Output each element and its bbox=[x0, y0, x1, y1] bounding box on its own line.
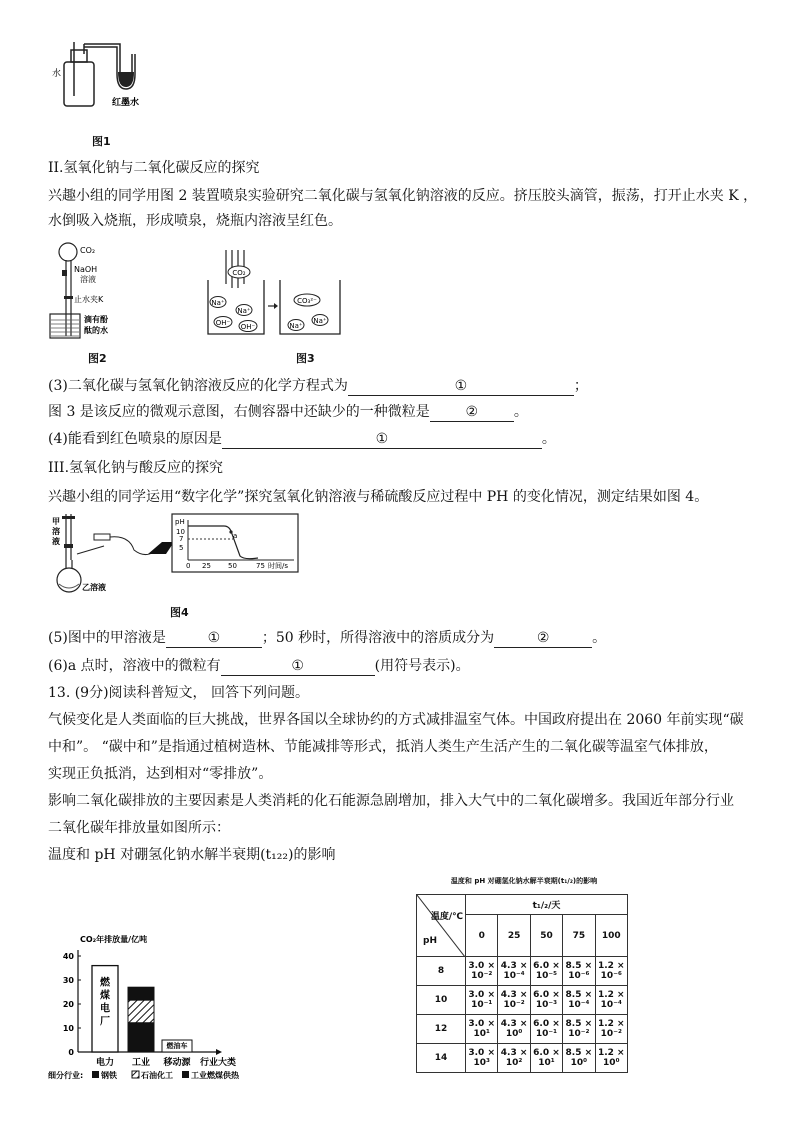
chart-ylabel: CO₂年排放量/亿吨 bbox=[80, 935, 148, 944]
halflife-exp: 10⁰ bbox=[505, 1029, 523, 1039]
halflife-exp: 10¹ bbox=[473, 1029, 490, 1039]
q3b-end: 。 bbox=[513, 404, 528, 420]
q13-para1-line3: 实现正负抵消，达到相对“零排放”。 bbox=[48, 766, 273, 782]
q5-answer-blank-1[interactable]: ① bbox=[166, 630, 262, 648]
fig3-na-1: Na⁺ bbox=[211, 299, 225, 307]
halflife-exp: 10⁰ bbox=[603, 1058, 620, 1068]
fig4-caption: 图4 bbox=[170, 606, 189, 619]
halflife-table bbox=[416, 894, 628, 1073]
section3-heading: III.氢氧化钠与酸反应的探究 bbox=[48, 460, 224, 476]
question-4 bbox=[48, 429, 556, 449]
halflife-cell bbox=[466, 957, 498, 986]
fig3-co2: CO₂ bbox=[232, 269, 246, 277]
figure-2-fountain bbox=[44, 240, 174, 340]
halflife-cell bbox=[498, 957, 530, 986]
q4-end: 。 bbox=[541, 431, 556, 447]
bar-power-label-char: 燃 bbox=[100, 977, 110, 989]
corner-ph: pH bbox=[423, 936, 437, 946]
bar-电力 bbox=[92, 966, 118, 1068]
table-unit-header: t₁/₂/天 bbox=[466, 895, 628, 915]
halflife-coef: 6.0 × bbox=[533, 990, 560, 1000]
halflife-coef: 6.0 × bbox=[533, 1019, 560, 1029]
corner-temp: 温度/℃ bbox=[430, 912, 463, 922]
halflife-coef: 3.0 × bbox=[468, 990, 495, 1000]
fig2-naoh-label: NaOH bbox=[74, 265, 98, 274]
q13-para1-line1: 气候变化是人类面临的巨大挑战，世界各国以全球协约的方式减排温室气体。中国政府提出在 2060 年前实现“碳 bbox=[48, 712, 744, 728]
halflife-cell bbox=[563, 1044, 595, 1073]
halflife-cell bbox=[530, 1015, 562, 1044]
halflife-exp: 10⁻⁵ bbox=[535, 971, 558, 981]
fig3-na-2: Na⁺ bbox=[237, 307, 251, 315]
halflife-cell bbox=[498, 1015, 530, 1044]
fig1-caption: 图1 bbox=[92, 135, 111, 148]
chart-category-label: 工业 bbox=[131, 1058, 151, 1068]
halflife-exp: 10⁻³ bbox=[535, 1000, 558, 1010]
fig2-water-label-2: 酞的水 bbox=[84, 326, 108, 335]
halflife-exp: 10⁻² bbox=[568, 1029, 590, 1039]
fig4-x-unit: 时间/s bbox=[268, 562, 289, 570]
halflife-cell bbox=[563, 1015, 595, 1044]
ph-cell: 12 bbox=[417, 1015, 466, 1044]
q13-para1-line2: 中和”。 “碳中和”是指通过植树造林、节能减排等形式，抵消人类生产生活产生的二氧化碳等温室气体排放， bbox=[48, 739, 718, 755]
fig4-jia-3: 液 bbox=[52, 537, 60, 546]
table-corner bbox=[417, 895, 466, 957]
halflife-exp: 10⁻¹ bbox=[535, 1029, 558, 1039]
chart-ytick-30: 30 bbox=[62, 976, 74, 985]
fig4-ph-label: pH bbox=[175, 518, 185, 526]
chart-ytick-10: 10 bbox=[62, 1024, 74, 1033]
halflife-coef: 1.2 × bbox=[597, 990, 625, 1000]
fig4-ytick-10: 10 bbox=[176, 528, 185, 536]
fig4-xtick-75: 75 bbox=[256, 562, 265, 570]
chart-ytick-20: 20 bbox=[62, 1000, 74, 1009]
halflife-cell bbox=[466, 1044, 498, 1073]
q6-text-1: (6)a 点时，溶液中的微粒有 bbox=[48, 658, 221, 674]
halflife-cell bbox=[498, 986, 530, 1015]
halflife-exp: 10⁻⁶ bbox=[600, 971, 622, 981]
fig2-caption: 图2 bbox=[88, 352, 107, 365]
halflife-cell bbox=[466, 1015, 498, 1044]
temp-header-25: 25 bbox=[498, 915, 530, 957]
q3b-answer-blank[interactable]: ② bbox=[430, 404, 514, 422]
q3-end: ； bbox=[573, 378, 588, 394]
halflife-coef: 3.0 × bbox=[468, 1048, 495, 1058]
q3-answer-blank[interactable]: ① bbox=[348, 378, 574, 396]
section2-heading: II.氢氧化钠与二氧化碳反应的探究 bbox=[48, 160, 260, 176]
halflife-exp: 10⁻² bbox=[471, 971, 493, 981]
q5-end: 。 bbox=[592, 630, 607, 646]
halflife-exp: 10⁻⁶ bbox=[568, 971, 590, 981]
halflife-cell bbox=[595, 957, 627, 986]
table-row bbox=[417, 957, 628, 986]
question-6 bbox=[48, 656, 470, 676]
halflife-cell bbox=[530, 986, 562, 1015]
halflife-coef: 6.0 × bbox=[533, 1048, 560, 1058]
halflife-cell bbox=[498, 1044, 530, 1073]
halflife-coef: 6.0 × bbox=[533, 961, 560, 971]
q6-answer-blank[interactable]: ① bbox=[221, 658, 375, 676]
bar-移动源 bbox=[162, 1040, 192, 1068]
legend-coal-heat: 工业燃煤供热 bbox=[191, 1071, 239, 1080]
bar-mobile-label: 燃油车 bbox=[166, 1042, 188, 1050]
temp-header-50: 50 bbox=[530, 915, 562, 957]
temp-header-75: 75 bbox=[563, 915, 595, 957]
fig3-na-4: Na⁺ bbox=[289, 322, 303, 330]
legend-swatch-steel bbox=[92, 1071, 99, 1078]
halflife-coef: 1.2 × bbox=[597, 961, 625, 971]
halflife-exp: 10⁰ bbox=[570, 1058, 588, 1068]
halflife-coef: 1.2 × bbox=[597, 1048, 625, 1058]
question-3 bbox=[48, 376, 588, 396]
halflife-coef: 8.5 × bbox=[565, 961, 593, 971]
halflife-exp: 10⁻⁴ bbox=[600, 1000, 622, 1010]
temp-header-0: 0 bbox=[466, 915, 498, 957]
halflife-cell bbox=[595, 986, 627, 1015]
halflife-coef: 4.3 × bbox=[500, 1048, 528, 1058]
halflife-exp: 10⁻⁴ bbox=[568, 1000, 590, 1010]
fig4-ytick-7: 7 bbox=[179, 535, 184, 543]
bar-工业 bbox=[128, 987, 154, 1068]
halflife-exp: 10⁻¹ bbox=[471, 1000, 493, 1010]
legend-petro: 石油化工 bbox=[141, 1071, 173, 1080]
legend-steel: 钢铁 bbox=[101, 1071, 117, 1080]
section3-para: 兴趣小组的同学运用“数字化学”探究氢氧化钠溶液与稀硫酸反应过程中 PH 的变化情况，测定结果如图 4。 bbox=[48, 489, 709, 505]
section2-para-2: 水倒吸入烧瓶，形成喷泉，烧瓶内溶液呈红色。 bbox=[48, 213, 342, 229]
temp-header-100: 100 bbox=[595, 915, 627, 957]
halflife-exp: 10⁻² bbox=[503, 1000, 525, 1010]
halflife-exp: 10⁻⁴ bbox=[503, 971, 525, 981]
chart-ytick-0: 0 bbox=[68, 1048, 74, 1057]
q13-title: 13. (9分)阅读科普短文， 回答下列问题。 bbox=[48, 685, 309, 701]
fig3-na-3: Na⁺ bbox=[313, 317, 327, 325]
legend-title: 细分行业: bbox=[48, 1071, 84, 1080]
question-3b bbox=[48, 402, 528, 422]
halflife-cell bbox=[563, 957, 595, 986]
figure-4-ph-setup bbox=[44, 510, 306, 602]
section2-para-1: 兴趣小组的同学用图 2 装置喷泉实验研究二氧化碳与氢氧化钠溶液的反应。挤压胶头滴管，振荡，打开止水夹 K ， bbox=[48, 188, 758, 204]
table-row bbox=[417, 1015, 628, 1044]
fig4-yi-label: 乙溶液 bbox=[82, 583, 106, 592]
q13-para3: 温度和 pH 对硼氢化钠水解半衰期(t₁₂₂)的影响 bbox=[48, 847, 336, 863]
halflife-cell bbox=[563, 986, 595, 1015]
figure-1-apparatus bbox=[44, 34, 154, 114]
q13-para2-line1: 影响二氧化碳排放的主要因素是人类消耗的化石能源急剧增加，排入大气中的二氧化碳增多。我国近年部分行业 bbox=[48, 793, 734, 809]
table-row bbox=[417, 986, 628, 1015]
ph-cell: 14 bbox=[417, 1044, 466, 1073]
halflife-coef: 4.3 × bbox=[500, 990, 528, 1000]
fig2-co2-label: CO₂ bbox=[80, 246, 96, 255]
fig4-jia-2: 溶 bbox=[52, 527, 60, 536]
table-row bbox=[417, 1044, 628, 1073]
bar-power-label-char: 煤 bbox=[100, 990, 110, 1002]
fig1-water-label: 水 bbox=[52, 69, 62, 79]
co2-emission-bar-chart bbox=[44, 930, 264, 1080]
legend-swatch-petro bbox=[132, 1071, 139, 1078]
fig3-oh-2: OH⁻ bbox=[240, 323, 256, 331]
halflife-cell bbox=[595, 1015, 627, 1044]
figure-3-micro-diagram bbox=[204, 248, 354, 340]
fig4-ytick-5: 5 bbox=[179, 544, 184, 552]
halflife-coef: 4.3 × bbox=[500, 1019, 528, 1029]
q5-text-1: (5)图中的甲溶液是 bbox=[48, 630, 166, 646]
halflife-exp: 10² bbox=[505, 1058, 523, 1068]
halflife-coef: 3.0 × bbox=[468, 1019, 495, 1029]
fig4-xtick-50: 50 bbox=[228, 562, 237, 570]
halflife-cell bbox=[466, 986, 498, 1015]
chart-ytick-40: 40 bbox=[62, 952, 74, 961]
fig3-caption: 图3 bbox=[296, 352, 315, 365]
q3-text: (3)二氧化碳与氢氧化钠溶液反应的化学方程式为 bbox=[48, 378, 348, 394]
legend-swatch-coal-heat bbox=[182, 1071, 189, 1078]
q13-para2-line2: 二氧化碳年排放量如图所示： bbox=[48, 820, 230, 836]
bar-power-label-char: 厂 bbox=[100, 1016, 110, 1028]
fig2-naoh-label-2: 溶液 bbox=[80, 275, 96, 284]
halflife-cell bbox=[595, 1044, 627, 1073]
halflife-coef: 1.2 × bbox=[597, 1019, 625, 1029]
q4-text: (4)能看到红色喷泉的原因是 bbox=[48, 431, 222, 447]
fig4-xtick-0: 0 bbox=[186, 562, 191, 570]
halflife-exp: 10³ bbox=[473, 1058, 490, 1068]
halflife-coef: 4.3 × bbox=[500, 961, 528, 971]
bar-industry-segment-1 bbox=[128, 1000, 154, 1023]
q5-text-2: ；50 秒时，所得溶液中的溶质成分为 bbox=[261, 630, 495, 646]
fig3-co3: CO₃²⁻ bbox=[297, 297, 317, 305]
halflife-exp: 10⁻² bbox=[600, 1029, 622, 1039]
chart-category-label: 移动源 bbox=[163, 1058, 191, 1068]
halflife-coef: 8.5 × bbox=[565, 1048, 593, 1058]
fig3-oh-1: OH⁻ bbox=[215, 319, 231, 327]
halflife-coef: 8.5 × bbox=[565, 1019, 593, 1029]
table-title: 温度和 pH 对硼氢化钠水解半衰期(t₁/₂)的影响 bbox=[450, 877, 598, 885]
fig4-point-a: a bbox=[233, 532, 238, 540]
bar-industry-segment-0 bbox=[128, 987, 154, 1000]
q4-answer-blank[interactable]: ① bbox=[222, 431, 542, 449]
ph-cell: 10 bbox=[417, 986, 466, 1015]
q3b-text: 图 3 是该反应的微观示意图，右侧容器中还缺少的一种微粒是 bbox=[48, 404, 430, 420]
halflife-coef: 3.0 × bbox=[468, 961, 495, 971]
bar-industry-segment-2 bbox=[128, 1023, 154, 1052]
q6-text-2: (用符号表示)。 bbox=[374, 658, 470, 674]
fig1-ink-label: 红墨水 bbox=[112, 98, 140, 108]
halflife-exp: 10¹ bbox=[538, 1058, 555, 1068]
fig2-clamp-label: 止水夹K bbox=[74, 295, 104, 304]
question-5 bbox=[48, 628, 606, 648]
chart-category-label: 电力 bbox=[95, 1058, 115, 1068]
halflife-cell bbox=[530, 957, 562, 986]
fig4-xtick-25: 25 bbox=[202, 562, 211, 570]
fig2-water-label: 滴有酚 bbox=[84, 315, 108, 324]
ph-cell: 8 bbox=[417, 957, 466, 986]
bar-power-label-char: 电 bbox=[100, 1003, 110, 1015]
fig4-jia-1: 甲 bbox=[52, 517, 60, 526]
q5-answer-blank-2[interactable]: ② bbox=[494, 630, 592, 648]
halflife-coef: 8.5 × bbox=[565, 990, 593, 1000]
halflife-cell bbox=[530, 1044, 562, 1073]
chart-xlabel: 行业大类 bbox=[200, 1058, 237, 1068]
